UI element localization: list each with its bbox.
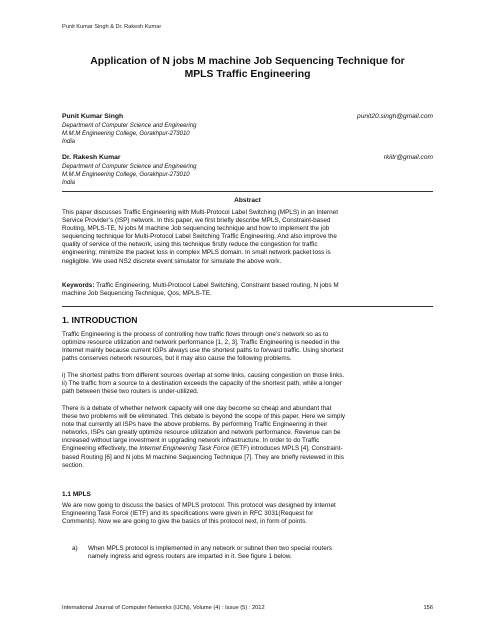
abstract-line: negligible. We used NS2 discrete event simulator for simulate the above work.: [62, 257, 282, 265]
intro-paragraph-2: [62, 372, 433, 396]
text-run: (IETF) introduces MPLS [4], Constraint-: [229, 445, 343, 453]
intro-paragraph-1: [62, 331, 433, 363]
list-line: When MPLS protocol is implemented in any network or subnet then two special routers: [88, 545, 333, 552]
paragraph-line: optimize resource utilization and network performance [1, 2, 3]. Traffic Engineering is needed in the: [62, 339, 340, 347]
affiliation-line: India: [62, 139, 76, 145]
list-marker: a): [72, 545, 78, 552]
paragraph-line: based Routing [6] and N jobs M machine Sequencing Technique [7]. They are briefly reviewed in this: [62, 453, 344, 461]
abstract-line: engineering; minimize the packet loss in complex MPLS domain. In small network packet loss is: [62, 249, 331, 257]
abstract-heading: Abstract: [234, 197, 261, 204]
paragraph-line: We are now going to discuss the basics of MPLS protocol. This protocol was designed by Internet: [62, 502, 336, 509]
author-1-email[interactable]: punit20.singh@gmail.com: [357, 113, 433, 120]
abstract-line: sequencing technique for Multi-Protocol Label Switching Traffic Engineering. And also improve the: [62, 233, 337, 241]
paper-title: [62, 55, 433, 81]
title-line-2: MPLS Traffic Engineering: [184, 69, 311, 80]
divider-rule: [62, 191, 433, 192]
paragraph-line: increased without large investment in upgrading network infrastructure. In order to do Traffic: [62, 437, 320, 445]
paragraph-line: note that currently all ISPs have the above problems. By performing Traffic Engineering in their: [62, 421, 328, 429]
paragraph-line: Internet mainly because current IGPs always use the shortest paths to forward traffic. Using shortest: [62, 347, 344, 355]
text-run: Engineering effectively, the: [62, 445, 140, 453]
affiliation-line: M.M.M Engineering College, Gorakhpur-273010: [62, 172, 190, 178]
paragraph-line: networks, ISPs can greatly optimize resource utilization and network performance. Revenue can be: [62, 429, 341, 437]
affiliation-line: India: [62, 180, 76, 186]
journal-footer: International Journal of Computer Networks (IJCN), Volume (4) : Issue (5) : 2012: [62, 605, 265, 611]
paragraph-line: Comments). Now we are going to give the basics of this protocol next, in form of points.: [62, 518, 308, 526]
abstract-body: [62, 209, 433, 266]
paragraph-line: these two problems will be eliminated. This debate is beyond the scope of this paper. Here we simply: [62, 413, 346, 421]
paragraph-line: Traffic Engineering is the process of controlling how traffic flows through one’s network so as to: [62, 331, 329, 338]
paragraph-line: ii) The traffic from a source to a destination exceeds the capacity of the shortest path, while a longer: [62, 380, 342, 388]
abstract-line: quality of service of the network, using this technique firstly reduce the congestion for traffic: [62, 241, 318, 249]
running-header: Punit Kumar Singh & Dr. Rakesh Kumar: [62, 24, 162, 30]
affiliation-line: M.M.M Engineering College, Gorakhpur-273010: [62, 131, 190, 137]
affiliation-line: Department of Computer Science and Engineering: [62, 164, 197, 170]
paragraph-line: There is a debate of whether network capacity will one day become so cheap and abundant that: [62, 405, 332, 412]
paragraph-line: [62, 445, 433, 453]
mpls-paragraph: [62, 502, 433, 526]
abstract-line: Service Provider’s (ISP) network. In this paper, we first briefly describe MPLS, Constraint-based: [62, 217, 331, 225]
affiliation-line: Department of Computer Science and Engineering: [62, 123, 197, 129]
keywords-text: Traffic Engineering, Multi-Protocol Label Switching, Constraint based routing, N jobs M: [94, 282, 339, 289]
keywords-line-2: machine Job Sequencing Technique, Qos, MPLS-TE.: [62, 290, 212, 298]
author-1-name: Punit Kumar Singh: [62, 113, 124, 120]
paragraph-line: Engineering Task Force (IETF) and its specifications were given in RFC 3031(Request for: [62, 510, 314, 518]
list-item-text: [88, 545, 433, 561]
paragraph-line: i) The shortest paths from different sources overlap at some links, causing congestion on those links.: [62, 372, 345, 379]
author-1-affiliation: [62, 122, 322, 146]
page-number: 156: [423, 605, 433, 611]
section-heading-introduction: 1. INTRODUCTION: [62, 315, 138, 325]
abstract-line: Routing, MPLS-TE, N jobs M machine Job sequencing technique and how to implement the job: [62, 225, 330, 233]
subsection-heading-mpls: 1.1 MPLS: [62, 491, 91, 498]
paragraph-line: path between these two routers is under-utilized.: [62, 388, 199, 396]
ietf-italic-term: Internet Engineering Task Force: [139, 445, 230, 453]
paragraph-line: section.: [62, 461, 84, 469]
paragraph-line: paths conserves network resources, but it may also cause the following problems.: [62, 355, 292, 363]
list-line: namely ingress and egress routers are imparted in it. See figure 1 below.: [88, 553, 292, 561]
abstract-line: This paper discusses Traffic Engineering with Multi-Protocol Label Switching (MPLS) in an Internet: [62, 209, 338, 216]
keywords-label: Keywords:: [62, 282, 95, 289]
title-line-1: Application of N jobs M machine Job Sequencing Technique for: [90, 56, 405, 67]
keywords-block: [62, 282, 433, 299]
author-2-affiliation: [62, 163, 322, 187]
author-2-email[interactable]: rkiitr@gmail.com: [383, 154, 433, 161]
intro-paragraph-3: [62, 405, 433, 470]
keywords-line-1: [62, 282, 433, 290]
divider-rule: [62, 306, 433, 307]
author-2-name: Dr. Rakesh Kumar: [62, 154, 121, 161]
